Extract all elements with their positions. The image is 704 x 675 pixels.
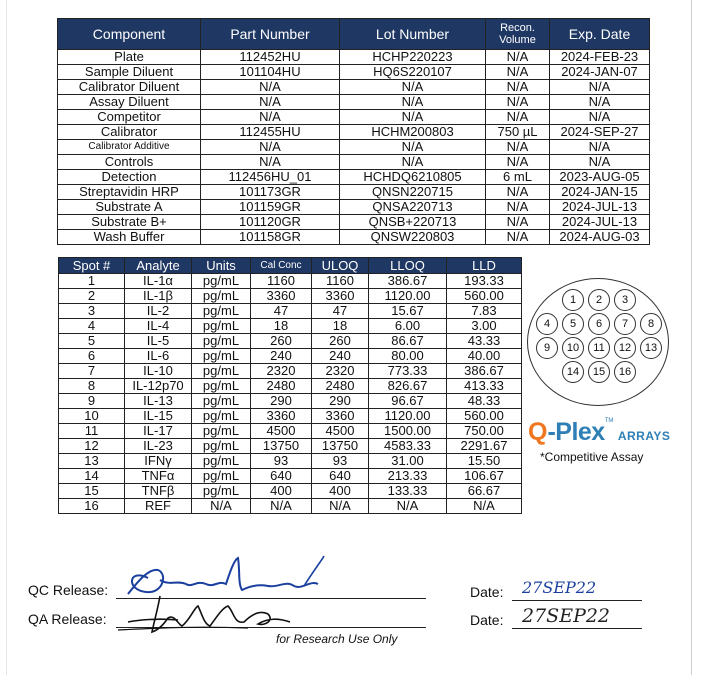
component-cell-component: Detection <box>58 170 201 185</box>
well-7: 7 <box>614 313 636 335</box>
well-2: 2 <box>588 289 610 311</box>
spot-row <box>59 469 522 484</box>
spot-cell-analyte: IL-23 <box>125 439 192 454</box>
header-uloq: ULOQ <box>312 258 369 274</box>
well-13: 13 <box>640 337 662 359</box>
spot-row <box>59 304 522 319</box>
component-cell-lot-number: HCHDQ6210805 <box>340 170 486 185</box>
spot-cell-analyte: TNFβ <box>125 484 192 499</box>
spot-row <box>59 499 522 514</box>
component-cell-exp-date: N/A <box>550 80 650 95</box>
component-cell-part-number: 101158GR <box>201 230 340 245</box>
component-cell-lot-number: N/A <box>340 155 486 170</box>
spot-cell-spot: 4 <box>59 319 125 334</box>
spot-cell-lld: 48.33 <box>447 394 522 409</box>
component-cell-recon-volume: N/A <box>486 215 550 230</box>
spot-cell-lld: 413.33 <box>447 379 522 394</box>
spot-cell-cal-conc: 3360 <box>251 409 312 424</box>
component-cell-exp-date: 2024-JUL-13 <box>550 200 650 215</box>
spot-row <box>59 439 522 454</box>
spot-cell-analyte: IL-6 <box>125 349 192 364</box>
component-row <box>58 110 650 125</box>
spot-row <box>59 409 522 424</box>
spot-cell-cal-conc: 47 <box>251 304 312 319</box>
spot-cell-spot: 9 <box>59 394 125 409</box>
component-cell-part-number: N/A <box>201 80 340 95</box>
spot-cell-cal-conc: 13750 <box>251 439 312 454</box>
component-cell-exp-date: 2024-AUG-03 <box>550 230 650 245</box>
component-cell-recon-volume: N/A <box>486 80 550 95</box>
spot-cell-lloq: 386.67 <box>369 274 447 289</box>
header-units: Units <box>192 258 251 274</box>
component-row <box>58 95 650 110</box>
component-cell-exp-date: 2024-SEP-27 <box>550 125 650 140</box>
component-cell-recon-volume: N/A <box>486 65 550 80</box>
component-cell-part-number: 101173GR <box>201 185 340 200</box>
spot-row <box>59 364 522 379</box>
spot-cell-lld: 193.33 <box>447 274 522 289</box>
spot-cell-lld: 15.50 <box>447 454 522 469</box>
spot-cell-uloq: 93 <box>312 454 369 469</box>
component-cell-exp-date: N/A <box>550 155 650 170</box>
spot-cell-lloq: 773.33 <box>369 364 447 379</box>
component-cell-component: Controls <box>58 155 201 170</box>
spot-cell-uloq: 47 <box>312 304 369 319</box>
spot-cell-lloq: 133.33 <box>369 484 447 499</box>
header-lld: LLD <box>447 258 522 274</box>
spot-cell-lld: 560.00 <box>447 409 522 424</box>
spot-cell-units: pg/mL <box>192 334 251 349</box>
qc-date-value: 27SEP22 <box>522 578 597 597</box>
component-cell-exp-date: 2024-JAN-07 <box>550 65 650 80</box>
logo-arrays: ARRAYS <box>617 429 671 443</box>
component-cell-part-number: N/A <box>201 140 340 155</box>
spot-cell-lloq: 80.00 <box>369 349 447 364</box>
spot-cell-units: pg/mL <box>192 289 251 304</box>
spot-cell-units: pg/mL <box>192 274 251 289</box>
component-cell-recon-volume: N/A <box>486 185 550 200</box>
qa-date-label: Date: <box>470 612 504 628</box>
spot-cell-lld: 560.00 <box>447 289 522 304</box>
spot-cell-analyte: REF <box>125 499 192 514</box>
spot-cell-lld: 7.83 <box>447 304 522 319</box>
spot-cell-analyte: IL-4 <box>125 319 192 334</box>
spot-cell-lloq: 826.67 <box>369 379 447 394</box>
component-row <box>58 80 650 95</box>
spot-cell-cal-conc: 240 <box>251 349 312 364</box>
spot-cell-analyte: IL-1β <box>125 289 192 304</box>
component-cell-component: Assay Diluent <box>58 95 201 110</box>
component-row <box>58 170 650 185</box>
qa-release-label: QA Release: <box>28 611 107 627</box>
spot-cell-cal-conc: 93 <box>251 454 312 469</box>
spot-cell-cal-conc: 3360 <box>251 289 312 304</box>
component-cell-lot-number: QNSN220715 <box>340 185 486 200</box>
header-recon-volume: Recon. Volume <box>486 19 550 50</box>
assay-note: *Competitive Assay <box>540 450 644 464</box>
spot-cell-units: pg/mL <box>192 364 251 379</box>
component-cell-part-number: N/A <box>201 155 340 170</box>
component-cell-exp-date: N/A <box>550 95 650 110</box>
spots-table <box>58 257 522 514</box>
research-use-only-note: for Research Use Only <box>276 632 398 646</box>
header-lloq: LLOQ <box>369 258 447 274</box>
spot-cell-cal-conc: N/A <box>251 499 312 514</box>
header-lot-number: Lot Number <box>340 19 486 50</box>
spot-cell-cal-conc: 2320 <box>251 364 312 379</box>
component-cell-lot-number: QNSB+220713 <box>340 215 486 230</box>
spot-cell-uloq: 13750 <box>312 439 369 454</box>
well-3: 3 <box>614 289 636 311</box>
well-9: 9 <box>536 337 558 359</box>
component-cell-recon-volume: N/A <box>486 140 550 155</box>
component-cell-component: Substrate B+ <box>58 215 201 230</box>
component-cell-lot-number: N/A <box>340 95 486 110</box>
spot-cell-uloq: 240 <box>312 349 369 364</box>
spot-cell-units: pg/mL <box>192 469 251 484</box>
spot-cell-units: pg/mL <box>192 439 251 454</box>
spot-cell-cal-conc: 400 <box>251 484 312 499</box>
component-cell-lot-number: N/A <box>340 80 486 95</box>
component-cell-component: Calibrator <box>58 125 201 140</box>
spot-cell-spot: 8 <box>59 379 125 394</box>
spot-cell-lloq: 1500.00 <box>369 424 447 439</box>
spot-cell-units: N/A <box>192 499 251 514</box>
header-analyte: Analyte <box>125 258 192 274</box>
spot-cell-spot: 10 <box>59 409 125 424</box>
component-cell-exp-date: 2024-JUL-13 <box>550 215 650 230</box>
component-cell-component: Plate <box>58 50 201 65</box>
spot-cell-analyte: IL-13 <box>125 394 192 409</box>
component-cell-recon-volume: N/A <box>486 155 550 170</box>
spot-cell-analyte: IFNγ <box>125 454 192 469</box>
component-row <box>58 200 650 215</box>
component-cell-lot-number: N/A <box>340 140 486 155</box>
component-row <box>58 230 650 245</box>
component-cell-part-number: 101104HU <box>201 65 340 80</box>
spot-row <box>59 454 522 469</box>
spot-cell-lloq: N/A <box>369 499 447 514</box>
component-cell-exp-date: 2023-AUG-05 <box>550 170 650 185</box>
spot-cell-analyte: IL-10 <box>125 364 192 379</box>
spot-cell-spot: 6 <box>59 349 125 364</box>
spot-cell-lloq: 4583.33 <box>369 439 447 454</box>
spot-cell-uloq: 400 <box>312 484 369 499</box>
well-12: 12 <box>614 337 636 359</box>
spot-cell-spot: 1 <box>59 274 125 289</box>
component-cell-recon-volume: 6 mL <box>486 170 550 185</box>
spot-cell-uloq: N/A <box>312 499 369 514</box>
spot-cell-spot: 7 <box>59 364 125 379</box>
spot-cell-units: pg/mL <box>192 349 251 364</box>
spot-cell-uloq: 290 <box>312 394 369 409</box>
component-row <box>58 65 650 80</box>
component-cell-part-number: 101120GR <box>201 215 340 230</box>
spot-cell-lld: 750.00 <box>447 424 522 439</box>
spot-cell-units: pg/mL <box>192 424 251 439</box>
component-row <box>58 140 650 155</box>
components-body <box>58 50 650 245</box>
well-5: 5 <box>562 313 584 335</box>
spot-cell-analyte: IL-1α <box>125 274 192 289</box>
component-cell-part-number: 112455HU <box>201 125 340 140</box>
spot-cell-analyte: IL-5 <box>125 334 192 349</box>
component-cell-lot-number: HQ6S220107 <box>340 65 486 80</box>
component-cell-exp-date: N/A <box>550 110 650 125</box>
spot-cell-lloq: 96.67 <box>369 394 447 409</box>
spot-cell-lloq: 1120.00 <box>369 289 447 304</box>
spot-cell-cal-conc: 4500 <box>251 424 312 439</box>
component-cell-lot-number: QNSA220713 <box>340 200 486 215</box>
spot-cell-analyte: IL-15 <box>125 409 192 424</box>
spot-cell-lloq: 6.00 <box>369 319 447 334</box>
component-row <box>58 185 650 200</box>
component-cell-component: Calibrator Diluent <box>58 80 201 95</box>
page-border-left <box>6 0 7 675</box>
component-cell-recon-volume: N/A <box>486 200 550 215</box>
well-14: 14 <box>562 361 584 383</box>
spot-cell-lld: 106.67 <box>447 469 522 484</box>
spot-cell-spot: 12 <box>59 439 125 454</box>
spot-cell-units: pg/mL <box>192 379 251 394</box>
component-cell-recon-volume: N/A <box>486 50 550 65</box>
spot-cell-units: pg/mL <box>192 304 251 319</box>
component-cell-lot-number: HCHM200803 <box>340 125 486 140</box>
spot-cell-analyte: IL-12p70 <box>125 379 192 394</box>
spot-cell-spot: 2 <box>59 289 125 304</box>
spot-row <box>59 394 522 409</box>
component-cell-part-number: 112456HU_01 <box>201 170 340 185</box>
spot-cell-lld: 66.67 <box>447 484 522 499</box>
spot-cell-uloq: 1160 <box>312 274 369 289</box>
spot-cell-units: pg/mL <box>192 484 251 499</box>
spot-cell-lloq: 31.00 <box>369 454 447 469</box>
component-row <box>58 125 650 140</box>
qa-date-value: 27SEP22 <box>522 605 611 627</box>
qc-date-line <box>512 600 642 601</box>
header-cal-conc: Cal Conc <box>251 258 312 274</box>
spot-cell-units: pg/mL <box>192 394 251 409</box>
component-cell-component: Streptavidin HRP <box>58 185 201 200</box>
spot-cell-lld: 3.00 <box>447 319 522 334</box>
spot-cell-units: pg/mL <box>192 319 251 334</box>
spot-cell-spot: 11 <box>59 424 125 439</box>
well-10: 10 <box>562 337 584 359</box>
spot-cell-lld: 2291.67 <box>447 439 522 454</box>
well-11: 11 <box>588 337 610 359</box>
spot-row <box>59 319 522 334</box>
spot-cell-uloq: 640 <box>312 469 369 484</box>
spot-cell-uloq: 3360 <box>312 289 369 304</box>
component-row <box>58 155 650 170</box>
spot-cell-lloq: 1120.00 <box>369 409 447 424</box>
spot-cell-uloq: 2320 <box>312 364 369 379</box>
spot-cell-units: pg/mL <box>192 409 251 424</box>
spot-cell-analyte: IL-17 <box>125 424 192 439</box>
spot-cell-analyte: TNFα <box>125 469 192 484</box>
component-cell-part-number: 112452HU <box>201 50 340 65</box>
spot-cell-spot: 13 <box>59 454 125 469</box>
qa-date-line <box>512 628 642 629</box>
logo-trademark: TM <box>604 418 614 424</box>
well-15: 15 <box>588 361 610 383</box>
component-cell-lot-number: N/A <box>340 110 486 125</box>
components-table <box>57 18 650 245</box>
spot-cell-lloq: 213.33 <box>369 469 447 484</box>
spot-cell-lloq: 86.67 <box>369 334 447 349</box>
spot-cell-uloq: 3360 <box>312 409 369 424</box>
component-cell-recon-volume: N/A <box>486 95 550 110</box>
spot-row <box>59 334 522 349</box>
page-border-right <box>691 0 692 675</box>
q-plex-arrays-logo <box>528 418 688 448</box>
components-header-row <box>58 19 650 50</box>
spot-row <box>59 349 522 364</box>
header-exp-date: Exp. Date <box>550 19 650 50</box>
spot-cell-lloq: 15.67 <box>369 304 447 319</box>
spot-cell-spot: 5 <box>59 334 125 349</box>
spots-header-row <box>59 258 522 274</box>
spot-row <box>59 379 522 394</box>
logo-plex: -Plex <box>547 418 605 446</box>
spot-cell-uloq: 2480 <box>312 379 369 394</box>
header-spot: Spot # <box>59 258 125 274</box>
plate-map <box>527 278 671 408</box>
component-cell-exp-date: 2024-FEB-23 <box>550 50 650 65</box>
spot-row <box>59 274 522 289</box>
header-component: Component <box>58 19 201 50</box>
spot-cell-uloq: 260 <box>312 334 369 349</box>
qc-release-label: QC Release: <box>28 582 109 598</box>
spot-row <box>59 424 522 439</box>
component-cell-exp-date: N/A <box>550 140 650 155</box>
component-cell-part-number: N/A <box>201 110 340 125</box>
spot-cell-spot: 15 <box>59 484 125 499</box>
spot-row <box>59 484 522 499</box>
spot-cell-cal-conc: 18 <box>251 319 312 334</box>
component-cell-component: Wash Buffer <box>58 230 201 245</box>
component-cell-lot-number: QNSW220803 <box>340 230 486 245</box>
spot-cell-analyte: IL-2 <box>125 304 192 319</box>
header-part-number: Part Number <box>201 19 340 50</box>
spot-cell-cal-conc: 290 <box>251 394 312 409</box>
spot-cell-spot: 16 <box>59 499 125 514</box>
component-cell-component: Competitor <box>58 110 201 125</box>
spot-cell-cal-conc: 1160 <box>251 274 312 289</box>
component-cell-component: Calibrator Additive <box>58 140 201 155</box>
spot-cell-cal-conc: 640 <box>251 469 312 484</box>
spot-cell-spot: 14 <box>59 469 125 484</box>
spot-cell-units: pg/mL <box>192 454 251 469</box>
spot-row <box>59 289 522 304</box>
well-1: 1 <box>562 289 584 311</box>
well-8: 8 <box>640 313 662 335</box>
logo-q: Q <box>528 418 548 446</box>
spot-cell-lld: 386.67 <box>447 364 522 379</box>
spot-cell-spot: 3 <box>59 304 125 319</box>
well-4: 4 <box>536 313 558 335</box>
spots-body <box>59 274 522 514</box>
component-cell-part-number: N/A <box>201 95 340 110</box>
component-cell-recon-volume: N/A <box>486 110 550 125</box>
well-6: 6 <box>588 313 610 335</box>
qc-date-label: Date: <box>470 584 504 600</box>
spot-cell-lld: 43.33 <box>447 334 522 349</box>
spot-cell-lld: N/A <box>447 499 522 514</box>
spot-cell-uloq: 18 <box>312 319 369 334</box>
component-cell-recon-volume: 750 µL <box>486 125 550 140</box>
component-cell-component: Sample Diluent <box>58 65 201 80</box>
spot-cell-lld: 40.00 <box>447 349 522 364</box>
spot-cell-cal-conc: 2480 <box>251 379 312 394</box>
component-row <box>58 215 650 230</box>
component-row <box>58 50 650 65</box>
component-cell-component: Substrate A <box>58 200 201 215</box>
spot-cell-uloq: 4500 <box>312 424 369 439</box>
component-cell-part-number: 101159GR <box>201 200 340 215</box>
component-cell-recon-volume: N/A <box>486 230 550 245</box>
well-16: 16 <box>614 361 636 383</box>
component-cell-exp-date: 2024-JAN-15 <box>550 185 650 200</box>
component-cell-lot-number: HCHP220223 <box>340 50 486 65</box>
spot-cell-cal-conc: 260 <box>251 334 312 349</box>
